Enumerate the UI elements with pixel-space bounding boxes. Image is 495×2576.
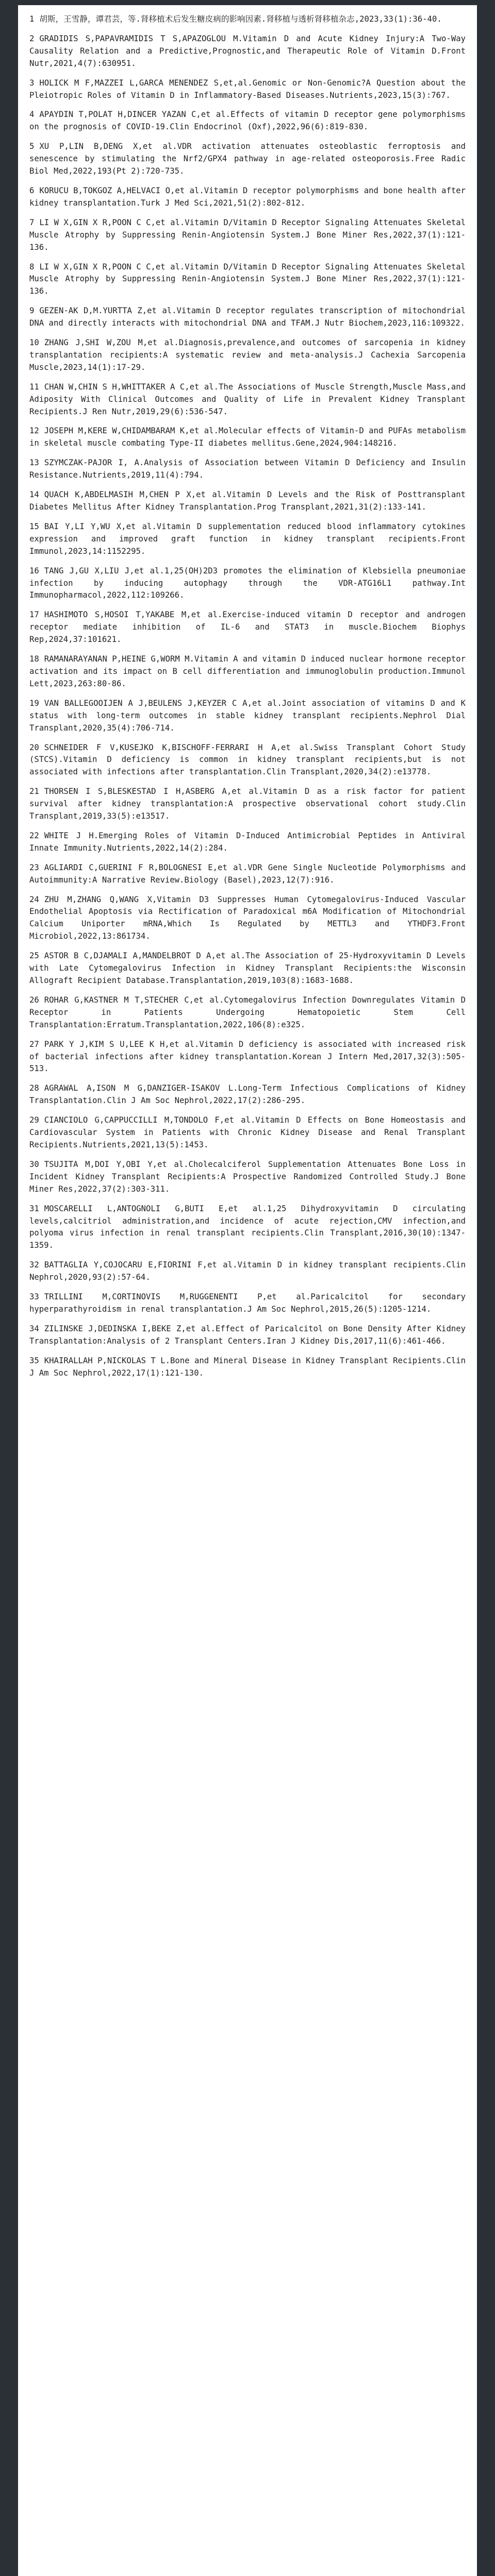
reference-number: 15: [29, 521, 39, 531]
reference-number: 23: [29, 862, 39, 872]
reference-number: 7: [29, 217, 35, 227]
reference-number: 12: [29, 426, 39, 436]
reference-item: [29, 830, 466, 855]
reference-item: [29, 33, 466, 70]
reference-item: [29, 862, 466, 887]
reference-number: 22: [29, 831, 39, 840]
reference-item: [29, 305, 466, 330]
reference-text: THORSEN I S,BLESKESTAD I H,ASBERG A,et al.Vitamin D as a risk factor for patient survival after kidney transplantation:A prospective observational cohort study.Clin Transplant,2019,33(5):e13517.: [29, 787, 466, 821]
reference-number: 27: [29, 1039, 39, 1049]
reference-text: AGRAWAL A,ISON M G,DANZIGER-ISAKOV L.Long-Term Infectious Complications of Kidney Transplantation.Clin J Am Soc Nephrol,2022,17(2):286-295.: [29, 1083, 466, 1106]
reference-number: 13: [29, 458, 39, 468]
reference-text: XU P,LIN B,DENG X,et al.VDR activation attenuates osteoblastic ferroptosis and senescence by stimulating the Nrf2/GPX4 pathway in age-related osteoporosis.Free Radic Biol Med,2022,193(Pt 2):720-735.: [29, 142, 466, 176]
reference-text: WHITE J H.Emerging Roles of Vitamin D-Induced Antimicrobial Peptides in Antiviral Innate Immunity.Nutrients,2022,14(2):284.: [29, 831, 466, 853]
reference-item: [29, 786, 466, 823]
reference-number: 3: [29, 78, 35, 88]
reference-text: QUACH K,ABDELMASIH M,CHEN P X,et al.Vitamin D Levels and the Risk of Posttransplant Diabetes Mellitus After Kidney Transplantation.Prog Transplant,2021,31(2):133-141.: [29, 490, 466, 512]
reference-item: [29, 1039, 466, 1076]
reference-item: [29, 565, 466, 602]
reference-item: [29, 1355, 466, 1380]
reference-text: KHAIRALLAH P,NICKOLAS T L.Bone and Mineral Disease in Kidney Transplant Recipients.Clin J Am Soc Nephrol,2022,17(1):121-130.: [29, 1355, 466, 1378]
reference-text: TANG J,GU X,LIU J,et al.1,25(OH)2D3 promotes the elimination of Klebsiella pneumoniae infection by inducing autophagy through the VDR-ATG16L1 pathway.Int Immunopharmacol,2022,112:109266.: [29, 566, 466, 600]
reference-number: 21: [29, 787, 39, 796]
reference-number: 26: [29, 995, 39, 1005]
reference-item: [29, 894, 466, 943]
reference-number: 25: [29, 951, 39, 961]
reference-item: [29, 489, 466, 514]
reference-item: [29, 1291, 466, 1316]
reference-number: 9: [29, 306, 35, 316]
reference-number: 6: [29, 185, 35, 195]
reference-item: [29, 1159, 466, 1196]
reference-number: 8: [29, 262, 35, 272]
reference-text: GRADIDIS S,PAPAVRAMIDIS T S,APAZOGLOU M.Vitamin D and Acute Kidney Injury:A Two-Way Causality Relation and a Predictive,Prognostic,and Therapeutic Role of Vitamin D.Front Nutr,2021,4(7):630951.: [29, 33, 466, 68]
document-page: [18, 5, 477, 2576]
reference-number: 17: [29, 610, 39, 620]
reference-number: 16: [29, 566, 39, 575]
reference-number: 2: [29, 33, 35, 43]
reference-text: SCHNEIDER F V,KUSEJKO K,BISCHOFF-FERRARI H A,et al.Swiss Transplant Cohort Study (STCS).Vitamin D deficiency is common in kidney transplant recipients,but is not associated with infections after transplantation.Clin Transplant,2020,34(2):e13778.: [29, 742, 466, 777]
reference-text: VAN BALLEGOOIJEN A J,BEULENS J,KEYZER C A,et al.Joint association of vitamins D and K status with long-term outcomes in stable kidney transplant recipients.Nephrol Dial Transplant,2020,35(4):706-714.: [29, 698, 466, 733]
reference-number: 34: [29, 1324, 39, 1333]
reference-text: RAMANARAYANAN P,HEINE G,WORM M.Vitamin A and vitamin D induced nuclear hormone receptor activation and its impact on B cell differentiation and immunoglobulin production.Immunol Lett,2023,263:80-86.: [29, 654, 466, 688]
reference-text: LI W X,GIN X R,POON C C,et al.Vitamin D/Vitamin D Receptor Signaling Attenuates Skeletal Muscle Atrophy by Suppressing Renin-Angiotensin System.J Bone Miner Res,2022,37(1):121-136.: [29, 217, 466, 252]
reference-text: BAI Y,LI Y,WU X,et al.Vitamin D supplementation reduced blood inflammatory cytokines expression and improved graft function in kidney transplant recipients.Front Immunol,2023,14:1152295.: [29, 521, 466, 556]
reference-number: 33: [29, 1292, 39, 1302]
reference-item: [29, 217, 466, 254]
reference-number: 24: [29, 894, 39, 904]
reference-item: [29, 1259, 466, 1284]
reference-number: 31: [29, 1204, 39, 1213]
reference-text: CHAN W,CHIN S H,WHITTAKER A C,et al.The Associations of Muscle Strength,Muscle Mass,and Adiposity With Clinical Outcomes and Quality of Life in Prevalent Kidney Transplant Recipients.J Ren Nutr,2019,29(6):536-547.: [29, 382, 466, 416]
reference-number: 28: [29, 1083, 39, 1093]
reference-item: [29, 950, 466, 987]
reference-item: [29, 457, 466, 482]
reference-number: 19: [29, 698, 39, 708]
reference-text: APAYDIN T,POLAT H,DINCER YAZAN C,et al.Effects of vitamin D receptor gene polymorphisms on the prognosis of COVID-19.Clin Endocrinol (Oxf),2022,96(6):819-830.: [29, 110, 466, 132]
reference-item: [29, 698, 466, 735]
reference-item: [29, 1082, 466, 1107]
reference-list: [29, 13, 466, 1379]
reference-item: [29, 1203, 466, 1252]
reference-number: 29: [29, 1115, 39, 1125]
reference-item: [29, 141, 466, 178]
reference-text: TRILLINI M,CORTINOVIS M,RUGGENENTI P,et al.Paricalcitol for secondary hyperparathyroidism in renal transplantation.J Am Soc Nephrol,2015,26(5):1205-1214.: [29, 1292, 466, 1314]
reference-text: GEZEN-AK D,M.YURTTA Z,et al.Vitamin D receptor regulates transcription of mitochondrial DNA and directly interacts with mitochondrial DNA and TFAM.J Nutr Biochem,2023,116:109322.: [29, 306, 466, 328]
reference-item: [29, 185, 466, 210]
reference-text: ROHAR G,KASTNER M T,STECHER C,et al.Cytomegalovirus Infection Downregulates Vitamin D Receptor in Patients Undergoing Hematopoietic Stem Cell Transplantation:Erratum.Transplantation,2022,106(8):e325.: [29, 995, 466, 1029]
reference-number: 35: [29, 1355, 39, 1365]
reference-text: ZILINSKE J,DEDINSKA I,BEKE Z,et al.Effect of Paricalcitol on Bone Density After Kidney Transplantation:Analysis of 2 Transplant Centers.Iran J Kidney Dis,2017,11(6):461-466.: [29, 1324, 466, 1346]
reference-item: [29, 1323, 466, 1348]
reference-number: 10: [29, 338, 39, 348]
reference-number: 18: [29, 654, 39, 664]
reference-item: [29, 337, 466, 374]
reference-item: [29, 994, 466, 1031]
reference-text: SZYMCZAK-PAJOR I, A.Analysis of Association between Vitamin D Deficiency and Insulin Resistance.Nutrients,2019,11(4):794.: [29, 458, 466, 480]
reference-number: 14: [29, 490, 39, 500]
reference-text: ASTOR B C,DJAMALI A,MANDELBROT D A,et al.The Association of 25-Hydroxyvitamin D Levels with Late Cytomegalovirus Infection in Kidney Transplant Recipients:the Wisconsin Allograft Recipient Database.Transplantation,2019,103(8):1683-1688.: [29, 951, 466, 985]
reference-number: 32: [29, 1260, 39, 1270]
reference-item: [29, 425, 466, 450]
reference-number: 30: [29, 1159, 39, 1169]
reference-text: 胡斯，王雪静，谭君芸，等.肾移植术后发生糖皮病的影响因素.肾移植与透析肾移植杂志,2023,33(1):36-40.: [39, 14, 442, 24]
reference-text: PARK Y J,KIM S U,LEE K H,et al.Vitamin D deficiency is associated with increased risk of bacterial infections after kidney transplantation.Korean J Intern Med,2017,32(3):505-513.: [29, 1039, 466, 1074]
reference-number: 4: [29, 110, 35, 120]
reference-text: HASHIMOTO S,HOSOI T,YAKABE M,et al.Exercise-induced vitamin D receptor and androgen receptor mediate inhibition of IL-6 and STAT3 in muscle.Biochem Biophys Rep,2024,37:101621.: [29, 610, 466, 645]
reference-text: CIANCIOLO G,CAPPUCCILLI M,TONDOLO F,et al.Vitamin D Effects on Bone Homeostasis and Cardiovascular System in Patients with Chronic Kidney Disease and Renal Transplant Recipients.Nutrients,2021,13(5):1453.: [29, 1115, 466, 1149]
reference-item: [29, 261, 466, 298]
reference-item: [29, 521, 466, 558]
reference-item: [29, 609, 466, 646]
reference-item: [29, 742, 466, 779]
reference-number: 5: [29, 142, 35, 151]
reference-item: [29, 13, 466, 26]
reference-number: 1: [29, 14, 35, 24]
reference-item: [29, 1114, 466, 1151]
reference-item: [29, 381, 466, 418]
reference-text: ZHANG J,SHI W,ZOU M,et al.Diagnosis,prevalence,and outcomes of sarcopenia in kidney transplantation recipients:A systematic review and meta-analysis.J Cachexia Sarcopenia Muscle,2023,14(1):17-29.: [29, 338, 466, 372]
reference-text: HOLICK M F,MAZZEI L,GARCA MENENDEZ S,et,al.Genomic or Non-Genomic?A Question about the Pleiotropic Roles of Vitamin D in Inflammatory-Based Diseases.Nutrients,2023,15(3):767.: [29, 78, 466, 100]
reference-number: 11: [29, 382, 39, 392]
reference-text: AGLIARDI C,GUERINI F R,BOLOGNESI E,et al.VDR Gene Single Nucleotide Polymorphisms and Autoimmunity:A Narrative Review.Biology (Basel),2023,12(7):916.: [29, 862, 466, 885]
reference-text: MOSCARELLI L,ANTOGNOLI G,BUTI E,et al.1,25 Dihydroxyvitamin D circulating levels,calcitriol administration,and incidence of acute rejection,CMV infection,and polyoma virus infection in renal transplant recipients.Clin Transplant,2016,30(10):1347-1359.: [29, 1204, 466, 1250]
reference-text: ZHU M,ZHANG Q,WANG X,Vitamin D3 Suppresses Human Cytomegalovirus-Induced Vascular Endothelial Apoptosis via Rectification of Paradoxical m6A Modification of Mitochondrial Calcium Uniporter mRNA,Which Is Regulated by METTL3 and YTHDF3.Front Microbiol,2022,13:861734.: [29, 894, 466, 941]
reference-item: [29, 109, 466, 133]
reference-text: BATTAGLIA Y,COJOCARU E,FIORINI F,et al.Vitamin D in kidney transplant recipients.Clin Nephrol,2020,93(2):57-64.: [29, 1260, 466, 1282]
reference-item: [29, 653, 466, 690]
reference-item: [29, 77, 466, 102]
reference-text: LI W X,GIN X R,POON C C,et al.Vitamin D/Vitamin D Receptor Signaling Attenuates Skeletal Muscle Atrophy by Suppressing Renin-Angiotensin System.J Bone Miner Res,2022,37(1):121-136.: [29, 262, 466, 296]
reference-number: 20: [29, 742, 39, 752]
reference-text: JOSEPH M,KERE W,CHIDAMBARAM K,et al.Molecular effects of Vitamin-D and PUFAs metabolism in skeletal muscle combating Type-II diabetes mellitus.Gene,2024,904:148216.: [29, 426, 466, 448]
reference-text: TSUJITA M,DOI Y,OBI Y,et al.Cholecalciferol Supplementation Attenuates Bone Loss in Incident Kidney Transplant Recipients:A Prospective Randomized Controlled Study.J Bone Miner Res,2022,37(2):303-311.: [29, 1159, 466, 1194]
reference-text: KORUCU B,TOKGOZ A,HELVACI O,et al.Vitamin D receptor polymorphisms and bone health after kidney transplantation.Turk J Med Sci,2021,51(2):802-812.: [29, 185, 466, 208]
